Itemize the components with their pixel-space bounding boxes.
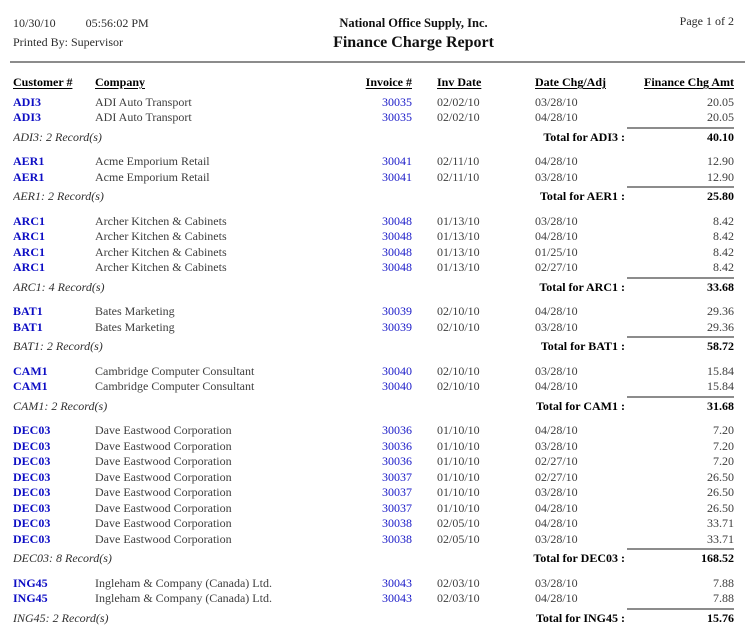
charge-adj-date: 03/28/10 xyxy=(522,532,627,548)
company-name: Ingleham & Company (Canada) Ltd. xyxy=(95,591,340,607)
column-header-company: Company xyxy=(95,75,340,91)
customer-id-link[interactable]: BAT1 xyxy=(13,320,95,336)
invoice-number-link[interactable]: 30036 xyxy=(340,454,412,470)
printed-by: Printed By: Supervisor xyxy=(13,33,213,52)
section-footer-row xyxy=(0,547,755,567)
invoice-number-link[interactable]: 30038 xyxy=(340,532,412,548)
customer-id-link[interactable]: DEC03 xyxy=(13,439,95,455)
column-header-date-chg: Date Chg/Adj xyxy=(522,75,627,91)
section-footer-row xyxy=(0,607,755,626)
record-count-label: DEC03: 8 Record(s) xyxy=(13,551,340,567)
company-name: Dave Eastwood Corporation xyxy=(95,485,340,501)
record-count-label: ADI3: 2 Record(s) xyxy=(13,130,340,146)
table-row xyxy=(0,320,755,336)
section-footer-row xyxy=(0,335,755,355)
invoice-number-link[interactable]: 30037 xyxy=(340,501,412,517)
table-row xyxy=(0,95,755,111)
column-header-customer: Customer # xyxy=(13,75,95,91)
company-name: Archer Kitchen & Cabinets xyxy=(95,245,340,261)
header-right xyxy=(614,14,734,29)
company-title: National Office Supply, Inc. xyxy=(213,14,614,32)
charge-adj-date: 01/25/10 xyxy=(522,245,627,261)
charge-adj-date: 03/28/10 xyxy=(522,485,627,501)
invoice-number-link[interactable]: 30035 xyxy=(340,95,412,111)
customer-id-link[interactable]: DEC03 xyxy=(13,485,95,501)
customer-id-link[interactable]: CAM1 xyxy=(13,364,95,380)
invoice-number-link[interactable]: 30048 xyxy=(340,260,412,276)
invoice-date: 01/13/10 xyxy=(412,260,522,276)
section-footer-row xyxy=(0,395,755,415)
table-row xyxy=(0,532,755,548)
section-total-label: Total for CAM1 : xyxy=(340,399,627,415)
charge-adj-date: 04/28/10 xyxy=(522,304,627,320)
customer-id-link[interactable]: DEC03 xyxy=(13,470,95,486)
section-total-amount: 25.80 xyxy=(627,186,734,205)
customer-id-link[interactable]: ARC1 xyxy=(13,260,95,276)
charge-adj-date: 03/28/10 xyxy=(522,170,627,186)
invoice-number-link[interactable]: 30039 xyxy=(340,320,412,336)
customer-section xyxy=(0,304,755,355)
table-row xyxy=(0,423,755,439)
company-name: Bates Marketing xyxy=(95,320,340,336)
charge-adj-date: 04/28/10 xyxy=(522,516,627,532)
charge-adj-date: 04/28/10 xyxy=(522,423,627,439)
section-rows xyxy=(0,423,755,547)
charge-adj-date: 04/28/10 xyxy=(522,110,627,126)
invoice-number-link[interactable]: 30039 xyxy=(340,304,412,320)
customer-id-link[interactable]: DEC03 xyxy=(13,532,95,548)
section-total-amount: 31.68 xyxy=(627,396,734,415)
table-row xyxy=(0,214,755,230)
report-title: Finance Charge Report xyxy=(213,32,614,54)
page-number: Page 1 of 2 xyxy=(614,14,734,29)
invoice-date: 02/05/10 xyxy=(412,532,522,548)
customer-id-link[interactable]: CAM1 xyxy=(13,379,95,395)
column-header-finance-chg-amt: Finance Chg Amt xyxy=(627,75,734,91)
finance-charge-amount: 33.71 xyxy=(627,532,734,548)
finance-charge-amount: 8.42 xyxy=(627,229,734,245)
charge-adj-date: 04/28/10 xyxy=(522,154,627,170)
finance-charge-amount: 8.42 xyxy=(627,245,734,261)
invoice-date: 02/10/10 xyxy=(412,364,522,380)
section-total-label: Total for ADI3 : xyxy=(340,130,627,146)
finance-charge-amount: 7.20 xyxy=(627,454,734,470)
record-count-label: CAM1: 2 Record(s) xyxy=(13,399,340,415)
finance-charge-amount: 29.36 xyxy=(627,304,734,320)
table-row xyxy=(0,470,755,486)
table-row xyxy=(0,576,755,592)
finance-charge-amount: 26.50 xyxy=(627,485,734,501)
invoice-date: 02/10/10 xyxy=(412,320,522,336)
charge-adj-date: 03/28/10 xyxy=(522,214,627,230)
table-row xyxy=(0,260,755,276)
company-name: ADI Auto Transport xyxy=(95,110,340,126)
finance-charge-amount: 12.90 xyxy=(627,170,734,186)
invoice-date: 01/13/10 xyxy=(412,214,522,230)
invoice-number-link[interactable]: 30041 xyxy=(340,154,412,170)
customer-section xyxy=(0,364,755,415)
finance-charge-amount: 20.05 xyxy=(627,95,734,111)
customer-id-link[interactable]: AER1 xyxy=(13,170,95,186)
finance-charge-amount: 33.71 xyxy=(627,516,734,532)
section-total-amount: 168.52 xyxy=(627,548,734,567)
customer-id-link[interactable]: ADI3 xyxy=(13,95,95,111)
customer-id-link[interactable]: ING45 xyxy=(13,591,95,607)
invoice-date: 01/10/10 xyxy=(412,439,522,455)
finance-charge-amount: 7.20 xyxy=(627,439,734,455)
charge-adj-date: 03/28/10 xyxy=(522,95,627,111)
table-row xyxy=(0,364,755,380)
invoice-date: 01/10/10 xyxy=(412,423,522,439)
column-header-inv-date: Inv Date xyxy=(412,75,522,91)
section-rows xyxy=(0,95,755,126)
report-body xyxy=(0,95,755,626)
finance-charge-amount: 20.05 xyxy=(627,110,734,126)
table-row xyxy=(0,485,755,501)
finance-charge-amount: 7.20 xyxy=(627,423,734,439)
invoice-date: 01/13/10 xyxy=(412,229,522,245)
table-row xyxy=(0,379,755,395)
invoice-number-link[interactable]: 30048 xyxy=(340,245,412,261)
print-datetime xyxy=(13,14,213,33)
invoice-date: 02/11/10 xyxy=(412,170,522,186)
table-row xyxy=(0,110,755,126)
customer-id-link[interactable]: AER1 xyxy=(13,154,95,170)
invoice-date: 02/10/10 xyxy=(412,304,522,320)
print-time: 05:56:02 PM xyxy=(86,14,149,33)
section-footer-row xyxy=(0,185,755,205)
customer-section xyxy=(0,423,755,567)
customer-id-link[interactable]: ARC1 xyxy=(13,214,95,230)
invoice-number-link[interactable]: 30048 xyxy=(340,229,412,245)
finance-charge-amount: 8.42 xyxy=(627,214,734,230)
customer-id-link[interactable]: ING45 xyxy=(13,576,95,592)
company-name: Dave Eastwood Corporation xyxy=(95,516,340,532)
section-rows xyxy=(0,214,755,276)
record-count-label: AER1: 2 Record(s) xyxy=(13,189,340,205)
charge-adj-date: 02/27/10 xyxy=(522,260,627,276)
finance-charge-amount: 15.84 xyxy=(627,364,734,380)
invoice-date: 01/10/10 xyxy=(412,454,522,470)
record-count-label: ING45: 2 Record(s) xyxy=(13,611,340,626)
invoice-date: 02/10/10 xyxy=(412,379,522,395)
customer-id-link[interactable]: DEC03 xyxy=(13,516,95,532)
invoice-number-link[interactable]: 30040 xyxy=(340,364,412,380)
company-name: Cambridge Computer Consultant xyxy=(95,379,340,395)
company-name: Dave Eastwood Corporation xyxy=(95,439,340,455)
report-table xyxy=(0,75,755,626)
finance-charge-amount: 15.84 xyxy=(627,379,734,395)
charge-adj-date: 03/28/10 xyxy=(522,576,627,592)
section-rows xyxy=(0,576,755,607)
charge-adj-date: 03/28/10 xyxy=(522,364,627,380)
charge-adj-date: 02/27/10 xyxy=(522,454,627,470)
customer-id-link[interactable]: DEC03 xyxy=(13,423,95,439)
invoice-date: 02/02/10 xyxy=(412,95,522,111)
customer-id-link[interactable]: ARC1 xyxy=(13,245,95,261)
table-row xyxy=(0,154,755,170)
charge-adj-date: 04/28/10 xyxy=(522,379,627,395)
charge-adj-date: 04/28/10 xyxy=(522,229,627,245)
customer-id-link[interactable]: DEC03 xyxy=(13,501,95,517)
finance-charge-amount: 26.50 xyxy=(627,470,734,486)
invoice-date: 01/10/10 xyxy=(412,470,522,486)
header-center xyxy=(213,14,614,54)
customer-section xyxy=(0,214,755,296)
charge-adj-date: 04/28/10 xyxy=(522,501,627,517)
section-total-label: Total for DEC03 : xyxy=(340,551,627,567)
company-name: Acme Emporium Retail xyxy=(95,170,340,186)
invoice-number-link[interactable]: 30035 xyxy=(340,110,412,126)
section-footer-row xyxy=(0,276,755,296)
invoice-number-link[interactable]: 30038 xyxy=(340,516,412,532)
table-row xyxy=(0,454,755,470)
customer-section xyxy=(0,576,755,626)
invoice-date: 02/11/10 xyxy=(412,154,522,170)
finance-charge-amount: 29.36 xyxy=(627,320,734,336)
customer-id-link[interactable]: DEC03 xyxy=(13,454,95,470)
table-row xyxy=(0,245,755,261)
section-total-amount: 15.76 xyxy=(627,608,734,626)
invoice-number-link[interactable]: 30043 xyxy=(340,591,412,607)
invoice-date: 02/03/10 xyxy=(412,591,522,607)
report-header xyxy=(0,14,755,54)
section-total-label: Total for ARC1 : xyxy=(340,280,627,296)
table-row xyxy=(0,439,755,455)
company-name: ADI Auto Transport xyxy=(95,95,340,111)
table-row xyxy=(0,501,755,517)
invoice-date: 02/03/10 xyxy=(412,576,522,592)
company-name: Cambridge Computer Consultant xyxy=(95,364,340,380)
record-count-label: BAT1: 2 Record(s) xyxy=(13,339,340,355)
company-name: Dave Eastwood Corporation xyxy=(95,423,340,439)
company-name: Dave Eastwood Corporation xyxy=(95,470,340,486)
invoice-date: 02/05/10 xyxy=(412,516,522,532)
company-name: Acme Emporium Retail xyxy=(95,154,340,170)
finance-charge-amount: 12.90 xyxy=(627,154,734,170)
section-total-amount: 58.72 xyxy=(627,336,734,355)
charge-adj-date: 03/28/10 xyxy=(522,439,627,455)
table-row xyxy=(0,591,755,607)
invoice-number-link[interactable]: 30037 xyxy=(340,470,412,486)
header-left xyxy=(13,14,213,52)
company-name: Dave Eastwood Corporation xyxy=(95,501,340,517)
charge-adj-date: 02/27/10 xyxy=(522,470,627,486)
charge-adj-date: 04/28/10 xyxy=(522,591,627,607)
charge-adj-date: 03/28/10 xyxy=(522,320,627,336)
invoice-number-link[interactable]: 30048 xyxy=(340,214,412,230)
customer-section xyxy=(0,95,755,146)
invoice-number-link[interactable]: 30040 xyxy=(340,379,412,395)
table-row xyxy=(0,516,755,532)
section-total-amount: 40.10 xyxy=(627,127,734,146)
customer-section xyxy=(0,154,755,205)
table-row xyxy=(0,229,755,245)
finance-charge-amount: 7.88 xyxy=(627,591,734,607)
customer-id-link[interactable]: BAT1 xyxy=(13,304,95,320)
customer-id-link[interactable]: ARC1 xyxy=(13,229,95,245)
invoice-number-link[interactable]: 30043 xyxy=(340,576,412,592)
customer-id-link[interactable]: ADI3 xyxy=(13,110,95,126)
header-divider xyxy=(10,61,745,63)
invoice-date: 01/10/10 xyxy=(412,501,522,517)
invoice-number-link[interactable]: 30037 xyxy=(340,485,412,501)
record-count-label: ARC1: 4 Record(s) xyxy=(13,280,340,296)
section-total-label: Total for AER1 : xyxy=(340,189,627,205)
company-name: Archer Kitchen & Cabinets xyxy=(95,260,340,276)
print-date: 10/30/10 xyxy=(13,14,56,33)
section-total-label: Total for BAT1 : xyxy=(340,339,627,355)
section-rows xyxy=(0,154,755,185)
table-row xyxy=(0,304,755,320)
table-row xyxy=(0,170,755,186)
section-total-label: Total for ING45 : xyxy=(340,611,627,626)
company-name: Ingleham & Company (Canada) Ltd. xyxy=(95,576,340,592)
invoice-number-link[interactable]: 30036 xyxy=(340,423,412,439)
invoice-number-link[interactable]: 30041 xyxy=(340,170,412,186)
column-header-row xyxy=(0,75,755,91)
column-header-invoice: Invoice # xyxy=(340,75,412,91)
finance-charge-amount: 7.88 xyxy=(627,576,734,592)
company-name: Archer Kitchen & Cabinets xyxy=(95,229,340,245)
invoice-date: 01/10/10 xyxy=(412,485,522,501)
company-name: Dave Eastwood Corporation xyxy=(95,532,340,548)
section-rows xyxy=(0,364,755,395)
finance-charge-amount: 8.42 xyxy=(627,260,734,276)
section-total-amount: 33.68 xyxy=(627,277,734,296)
company-name: Bates Marketing xyxy=(95,304,340,320)
invoice-number-link[interactable]: 30036 xyxy=(340,439,412,455)
invoice-date: 01/13/10 xyxy=(412,245,522,261)
section-rows xyxy=(0,304,755,335)
section-footer-row xyxy=(0,126,755,146)
company-name: Dave Eastwood Corporation xyxy=(95,454,340,470)
invoice-date: 02/02/10 xyxy=(412,110,522,126)
finance-charge-amount: 26.50 xyxy=(627,501,734,517)
company-name: Archer Kitchen & Cabinets xyxy=(95,214,340,230)
